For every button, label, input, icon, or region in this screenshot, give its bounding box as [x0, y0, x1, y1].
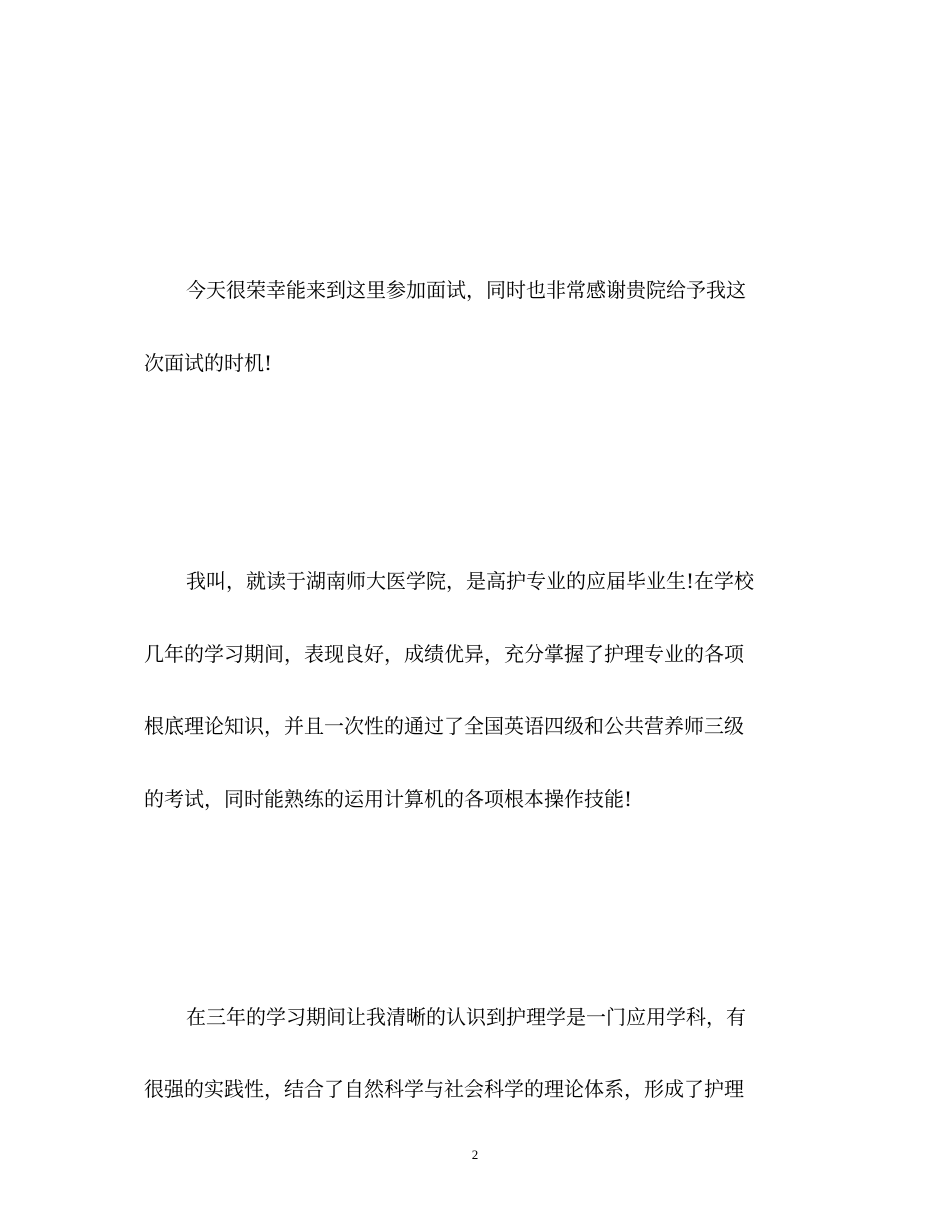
paragraph-1-line-2: 次面试的时机! — [144, 351, 273, 375]
paragraph-2-line-4: 的考试，同时能熟练的运用计算机的各项根本操作技能! — [144, 787, 633, 811]
page-number: 2 — [471, 1147, 479, 1162]
paragraph-1-line-1: 今天很荣幸能来到这里参加面试，同时也非常感谢贵院给予我这 — [186, 278, 746, 302]
paragraph-2-line-1: 我叫，就读于湖南师大医学院，是高护专业的应届毕业生!在学校 — [186, 569, 755, 593]
paragraph-3-line-1: 在三年的学习期间让我清晰的认识到护理学是一门应用学科，有 — [186, 1005, 746, 1029]
paragraph-2-line-2: 几年的学习期间，表现良好，成绩优异，充分掌握了护理专业的各项 — [144, 642, 744, 666]
paragraph-3-line-2: 很强的实践性，结合了自然科学与社会科学的理论体系，形成了护理 — [144, 1077, 744, 1101]
paragraph-2-line-3: 根底理论知识，并且一次性的通过了全国英语四级和公共营养师三级 — [144, 714, 744, 738]
